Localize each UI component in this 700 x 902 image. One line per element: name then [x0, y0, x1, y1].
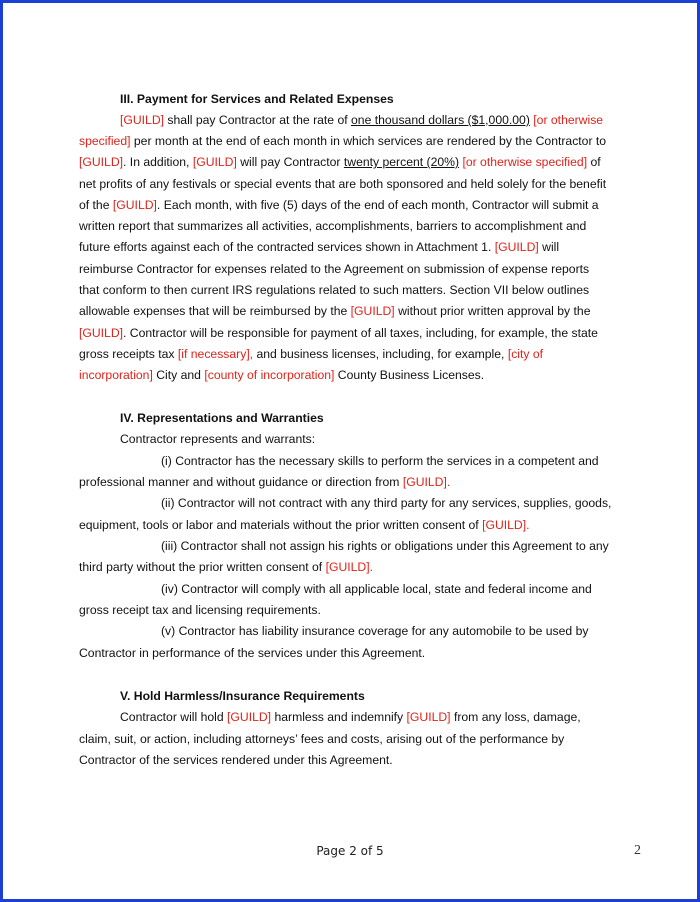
placeholder-text: [if necessary], — [177, 347, 254, 361]
text-segment: professional manner and without guidance or direction from — [79, 475, 403, 489]
text-line — [161, 623, 588, 639]
text-segment: Contractor will hold — [120, 710, 228, 724]
text-segment: without prior written approval by the — [394, 304, 591, 318]
text-line — [120, 112, 603, 128]
text-segment: per month at the end of each month in which services are rendered by the Contractor to — [130, 134, 607, 148]
placeholder-text: [GUILD] — [350, 304, 395, 318]
text-segment: written report that summarizes all activities, accomplishments, barriers to accomplishment and — [79, 219, 587, 233]
text-segment: IV. Representations and Warranties — [120, 411, 324, 425]
text-segment: of — [587, 155, 601, 169]
text-line — [79, 474, 450, 490]
text-segment: . Contractor will be responsible for payment of all taxes, including, for example, the state — [123, 326, 598, 340]
placeholder-text: [GUILD]. — [325, 560, 373, 574]
placeholder-text: [GUILD]. — [482, 518, 530, 532]
page-footer-label: Page 2 of 5 — [316, 844, 384, 858]
text-segment: III. Payment for Services and Related Expenses — [120, 92, 394, 106]
text-segment: V. Hold Harmless/Insurance Requirements — [120, 689, 365, 703]
text-segment: City and — [152, 368, 205, 382]
text-line — [79, 731, 564, 747]
text-segment: County Business Licenses. — [334, 368, 485, 382]
text-line — [161, 495, 611, 511]
text-segment: equipment, tools or labor and materials without the prior written consent of — [79, 518, 483, 532]
placeholder-text: [city of — [507, 347, 544, 361]
section-heading — [120, 410, 324, 426]
text-segment: from any loss, damage, — [450, 710, 581, 724]
placeholder-text: specified] — [79, 134, 131, 148]
text-line — [79, 282, 589, 298]
text-segment: . In addition, — [123, 155, 193, 169]
text-line — [79, 303, 590, 319]
underlined-text: one thousand dollars ($1,000.00) — [351, 113, 530, 127]
text-line — [79, 239, 559, 255]
placeholder-text: incorporation] — [79, 368, 153, 382]
placeholder-text: [GUILD] — [112, 198, 157, 212]
section-heading — [120, 91, 394, 107]
text-segment: will — [538, 240, 560, 254]
text-line — [79, 261, 589, 277]
placeholder-text: [GUILD] — [120, 113, 165, 127]
text-segment: Contractor in performance of the services under this Agreement. — [79, 646, 426, 660]
placeholder-text: [GUILD] — [227, 710, 272, 724]
text-line — [79, 133, 606, 149]
text-segment: and business licenses, including, for example, — [253, 347, 508, 361]
placeholder-text: [GUILD] — [406, 710, 451, 724]
text-line — [79, 346, 543, 362]
placeholder-text: [GUILD]. — [402, 475, 451, 489]
text-segment: third party without the prior written consent of — [79, 560, 326, 574]
text-segment: gross receipts tax — [79, 347, 178, 361]
placeholder-text: [GUILD] — [192, 155, 237, 169]
text-segment: will pay Contractor — [236, 155, 344, 169]
text-line — [120, 431, 315, 447]
placeholder-text: [county of incorporation] — [204, 368, 335, 382]
text-segment: (ii) Contractor will not contract with any third party for any services, supplies, goods, — [161, 496, 612, 510]
text-segment: (v) Contractor has liability insurance coverage for any automobile to be used by — [161, 624, 589, 638]
text-segment: (iii) Contractor shall not assign his rights or obligations under this Agreement to any — [161, 539, 609, 553]
text-segment: Contractor represents and warrants: — [120, 432, 316, 446]
text-segment: that conform to then current IRS regulations related to such matters. Section VII below outlines — [79, 283, 590, 297]
text-line — [161, 453, 599, 469]
text-line — [79, 325, 598, 341]
text-segment: claim, suit, or action, including attorneys’ fees and costs, arising out of the performance by — [79, 732, 565, 746]
document-body — [3, 3, 697, 899]
placeholder-text: [or otherwise — [533, 113, 604, 127]
text-line — [79, 517, 529, 533]
page-number: 2 — [634, 843, 641, 858]
text-line — [79, 197, 599, 213]
text-line — [120, 709, 581, 725]
text-segment: reimburse Contractor for expenses related to the Agreement on submission of expense reports — [79, 262, 590, 276]
text-segment: shall pay Contractor at the rate of — [164, 113, 352, 127]
text-segment: gross receipt tax and licensing requirements. — [79, 603, 321, 617]
placeholder-text: [GUILD] — [494, 240, 539, 254]
placeholder-text: [or otherwise specified] — [462, 155, 588, 169]
text-segment: harmless and indemnify — [271, 710, 407, 724]
text-segment: of the — [79, 198, 113, 212]
text-line — [79, 752, 393, 768]
text-line — [79, 559, 373, 575]
text-line — [161, 538, 609, 554]
text-segment: . Each month, with five (5) days of the end of each month, Contractor will submit a — [156, 198, 599, 212]
text-segment: (i) Contractor has the necessary skills to perform the services in a competent and — [161, 454, 599, 468]
text-segment: future efforts against each of the contracted services shown in Attachment 1. — [79, 240, 495, 254]
text-line — [79, 218, 586, 234]
text-segment: net profits of any festivals or special events that are both sponsored and held solely for the benefit — [79, 177, 607, 191]
text-segment: Contractor of the services rendered under this Agreement. — [79, 753, 393, 767]
text-line — [161, 581, 592, 597]
text-segment: (iv) Contractor will comply with all applicable local, state and federal income and — [161, 582, 592, 596]
placeholder-text: [GUILD] — [79, 155, 124, 169]
text-line — [79, 154, 601, 170]
text-segment: allowable expenses that will be reimbursed by the — [79, 304, 351, 318]
section-heading — [120, 688, 365, 704]
text-line — [79, 645, 425, 661]
underlined-text: twenty percent (20%) — [343, 155, 460, 169]
text-line — [79, 602, 321, 618]
text-line — [79, 367, 484, 383]
placeholder-text: [GUILD] — [79, 326, 124, 340]
text-line — [79, 176, 606, 192]
